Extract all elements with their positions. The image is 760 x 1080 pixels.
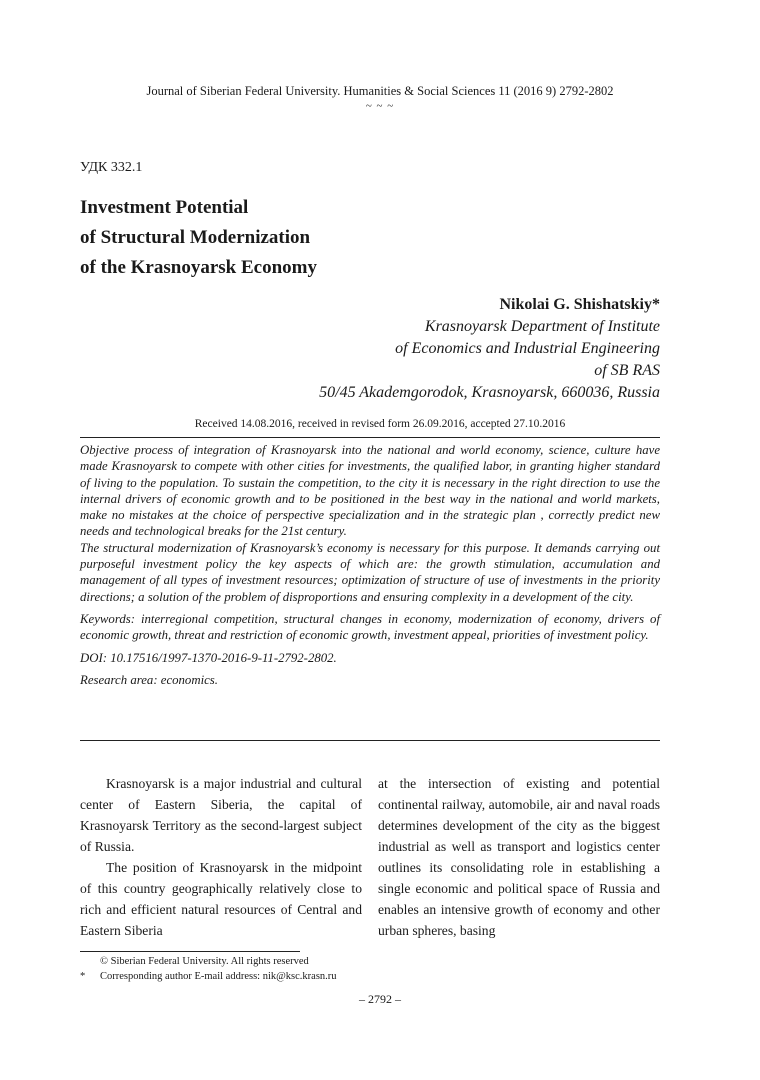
abstract-paragraph-2: The structural modernization of Krasnoyarsk’s economy is necessary for this purpose. It demands carrying out purposeful investment policy the key aspects of which are: the growth stimulation, accumulation and management of all types of investment resources; optimization of structure of use of investments in the priority directions; a solution of the problem of disproportions and ensuring complexity in a development of the city. bbox=[80, 540, 660, 604]
udk-code: УДК 332.1 bbox=[80, 160, 143, 175]
footnote-marker: * bbox=[80, 971, 86, 982]
abstract-top-rule bbox=[80, 437, 660, 438]
footnotes bbox=[80, 954, 337, 984]
keywords: Keywords: interregional competition, structural changes in economy, modernization of economy, drivers of economic growth, threat and restriction of economic growth, investment appeal, priorities of investment policy. bbox=[80, 611, 660, 643]
title-line-3: of the Krasnoyarsk Economy bbox=[80, 257, 317, 278]
abstract-paragraph-1: Objective process of integration of Krasnoyarsk into the national and world economy, science, culture have made Krasnoyarsk to compete with other cities for investments, the qualified labor, in granting higher standard of living to the population. To sustain the competition, to the city it is necessary in the right direction to use the internal drivers of economic growth and to be positioned in the best way in the national and world markets, make no mistakes at the choice of perspective specialization and in the strategic plan , correctly predict new needs and technological breaks for the 21st century. bbox=[80, 443, 660, 539]
author-name: Nikolai G. Shishatskiy* bbox=[499, 296, 660, 313]
affiliation-line-2: of Economics and Industrial Engineering bbox=[395, 340, 660, 357]
affiliation-line-3: of SB RAS bbox=[594, 362, 660, 379]
doi: DOI: 10.17516/1997-1370-2016-9-11-2792-2802. bbox=[80, 650, 337, 665]
paper-title bbox=[80, 193, 317, 283]
page-number: – 2792 – bbox=[359, 992, 401, 1006]
affiliation-address: 50/45 Akademgorodok, Krasnoyarsk, 660036, Russia bbox=[319, 384, 660, 401]
footnote-rule bbox=[80, 951, 300, 952]
author-block bbox=[319, 294, 660, 404]
title-line-2: of Structural Modernization bbox=[80, 227, 311, 248]
body-paragraph: Krasnoyarsk is a major industrial and cultural center of Eastern Siberia, the capital of Krasnoyarsk Territory as the second-largest subject of Russia. bbox=[80, 776, 362, 854]
research-area: Research area: economics. bbox=[80, 672, 218, 687]
copyright-note: © Siberian Federal University. All rights reserved bbox=[100, 956, 309, 967]
abstract-bottom-rule bbox=[80, 740, 660, 741]
body-column-right bbox=[378, 773, 660, 941]
affiliation-line-1: Krasnoyarsk Department of Institute bbox=[424, 318, 660, 335]
journal-header: Journal of Siberian Federal University. Humanities & Social Sciences 11 (2016 9) 2792-2802 bbox=[146, 84, 614, 98]
corresponding-author-note: Corresponding author E-mail address: nik@ksc.krasn.ru bbox=[100, 971, 337, 982]
body-paragraph: The position of Krasnoyarsk in the midpoint of this country geographically relatively close to rich and efficient natural resources of Central and Eastern Siberia bbox=[80, 860, 362, 938]
body-paragraph: at the intersection of existing and potential continental railway, automobile, air and naval roads determines development of the city as the biggest industrial as well as transport and logistics center outlines its consolidating role in establishing a single economic and political space of Russia and enables an intensive growth of economy and other urban spheres, basing bbox=[378, 776, 660, 938]
received-dates: Received 14.08.2016, received in revised form 26.09.2016, accepted 27.10.2016 bbox=[194, 418, 566, 430]
body-column-left bbox=[80, 773, 362, 941]
header-ornament: ~ ~ ~ bbox=[365, 100, 395, 112]
abstract bbox=[80, 442, 660, 688]
title-line-1: Investment Potential bbox=[80, 197, 249, 218]
